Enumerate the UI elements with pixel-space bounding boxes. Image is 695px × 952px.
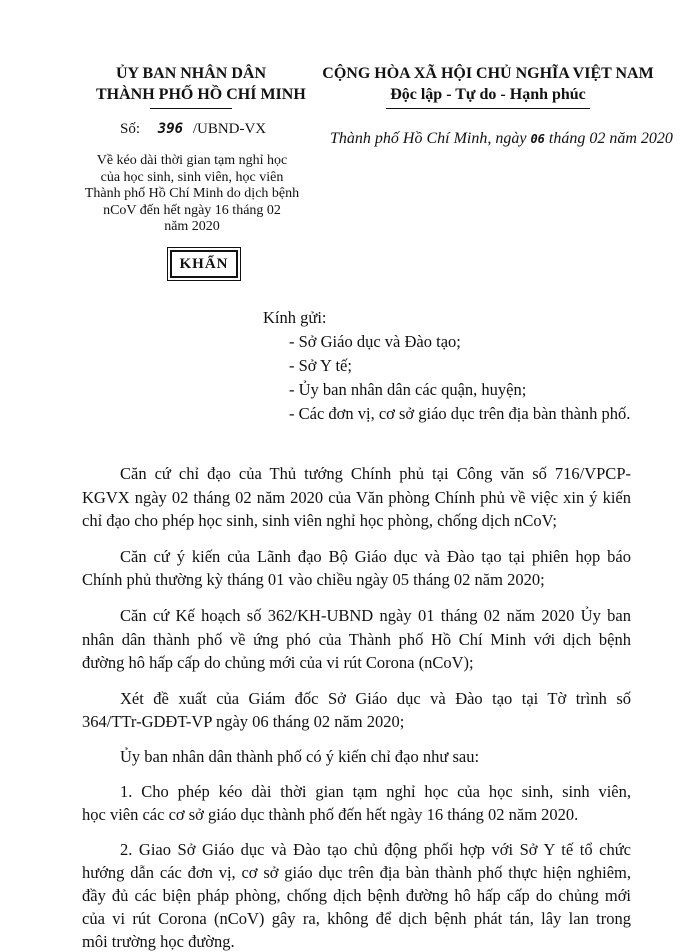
body-line: của vi rút Corona (nCoV) gây ra, không để dịch bệnh phát tán, lây lan trong: [82, 909, 631, 928]
issuer-line-2: THÀNH PHỐ HỒ CHÍ MINH: [96, 86, 306, 103]
subject-line: nCoV đến hết ngày 16 tháng 02: [103, 202, 281, 218]
body-line: môi trường học đường.: [82, 932, 235, 951]
urgent-stamp: [170, 250, 238, 278]
document-number: [120, 121, 266, 138]
recipient-item: - Các đơn vị, cơ sở giáo dục trên địa bàn thành phố.: [289, 404, 631, 423]
subject-line: Về kéo dài thời gian tạm nghỉ học: [96, 153, 288, 168]
recipient-item: - Sở Giáo dục và Đào tạo;: [289, 332, 461, 351]
document-number-suffix: /UBND-VX: [192, 121, 267, 137]
body-line: 1. Cho phép kéo dài thời gian tạm nghỉ học của học sinh, sinh viên,: [120, 782, 631, 801]
motto-underline: [386, 108, 590, 109]
recipient-item: - Sở Y tế;: [289, 356, 352, 375]
body-line: Ủy ban nhân dân thành phố có ý kiến chỉ đạo như sau:: [120, 747, 480, 766]
national-name: CỘNG HÒA XÃ HỘI CHỦ NGHĨA VIỆT NAM: [322, 65, 654, 82]
body-line: Căn cứ ý kiến của Lãnh đạo Bộ Giáo dục và Đào tạo tại phiên họp báo: [120, 547, 631, 566]
body-line: Căn cứ Kế hoạch số 362/KH-UBND ngày 01 tháng 02 năm 2020 Ủy ban: [120, 606, 631, 625]
body-line: nhân dân thành phố về ứng phó của Thành phố Hồ Chí Minh với dịch bệnh: [82, 630, 631, 649]
place-date: [330, 130, 673, 148]
body-line: Căn cứ chỉ đạo của Thủ tướng Chính phủ tại Công văn số 716/VPCP-: [120, 464, 631, 483]
body-line: hướng dẫn các đơn vị, cơ sở giáo dục trên địa bàn thành phố thực hiện nghiêm,: [82, 863, 631, 882]
issuer-underline: [150, 108, 232, 109]
subject-line: của học sinh, sinh viên, học viên: [100, 169, 284, 185]
urgent-stamp-label: KHẨN: [179, 256, 229, 272]
body-line: chỉ đạo cho phép học sinh, sinh viên nghỉ học phòng, chống dịch nCoV;: [82, 511, 557, 530]
body-line: 2. Giao Sở Giáo dục và Đào tạo chủ động phối hợp với Sở Y tế tổ chức: [120, 840, 631, 859]
subject-line: năm 2020: [164, 219, 220, 234]
document-number-prefix: Số:: [120, 121, 141, 137]
recipient-item: - Ủy ban nhân dân các quận, huyện;: [289, 380, 527, 399]
body-line: đầy đủ các biện pháp phòng, chống dịch bệnh đường hô hấp cấp do chủng mới: [82, 886, 631, 905]
body-line: KGVX ngày 02 tháng 02 năm 2020 của Văn phòng Chính phủ về việc xin ý kiến: [82, 488, 631, 507]
recipients-heading: Kính gửi:: [263, 308, 327, 327]
subject-line: Thành phố Hồ Chí Minh do dịch bệnh: [84, 186, 300, 201]
national-heading: [318, 63, 658, 105]
issuer-line-1: ỦY BAN NHÂN DÂN: [115, 65, 267, 82]
subject-summary: [74, 153, 310, 236]
national-motto: Độc lập - Tự do - Hạnh phúc: [390, 86, 586, 103]
body-line: học viên các cơ sở giáo dục thành phố đến hết ngày 16 tháng 02 năm 2020.: [82, 805, 579, 824]
body-line: Xét đề xuất của Giám đốc Sở Giáo dục và Đào tạo tại Tờ trình số: [120, 689, 631, 708]
place-date-day: 06: [530, 132, 545, 146]
place-date-before: Thành phố Hồ Chí Minh, ngày: [330, 130, 527, 147]
body-line: 364/TTr-GDĐT-VP ngày 06 tháng 02 năm 2020;: [82, 712, 405, 731]
body-line: đường hô hấp cấp do chủng mới của vi rút Corona (nCoV);: [82, 653, 474, 672]
recipients: [263, 306, 630, 426]
place-date-after: tháng 02 năm 2020: [548, 130, 673, 147]
issuer-name: [96, 63, 306, 105]
body-line: Chính phủ thường kỳ tháng 01 vào chiều ngày 05 tháng 02 năm 2020;: [82, 570, 545, 589]
document-number-value: 396: [157, 121, 184, 137]
